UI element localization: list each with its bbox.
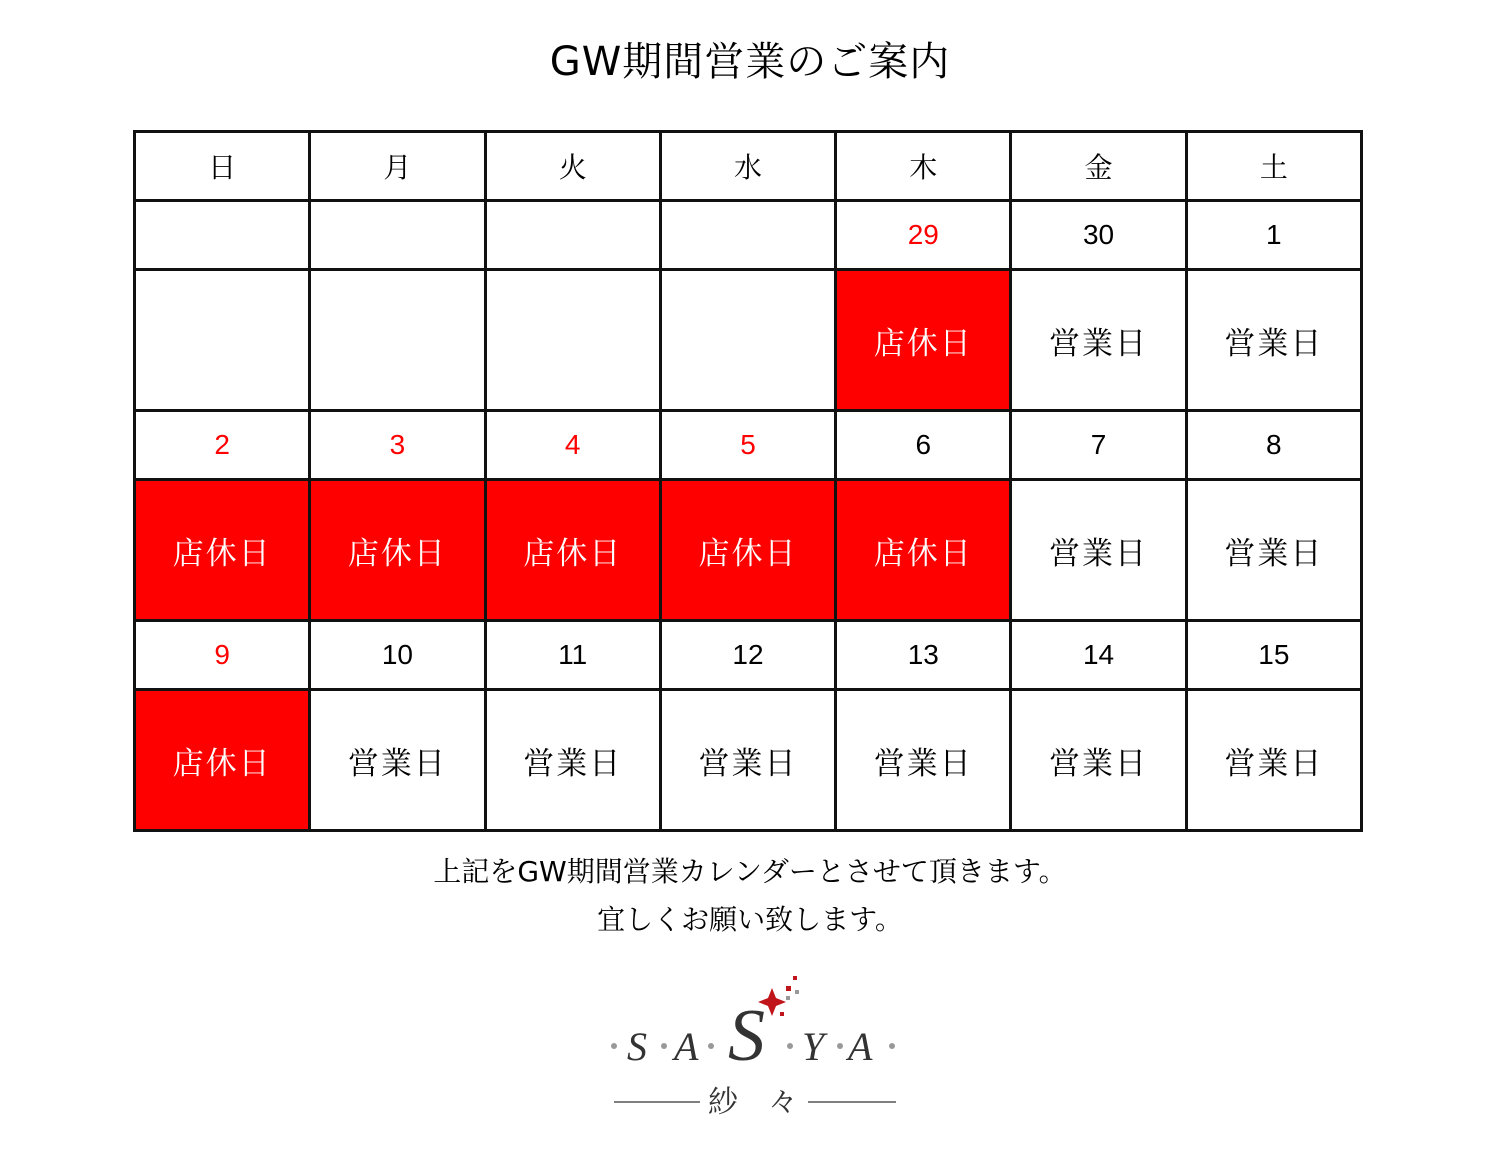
weekday-tue: 火 <box>485 132 660 201</box>
date-cell: 15 <box>1186 621 1361 690</box>
logo-square <box>793 976 797 980</box>
weekday-header-row <box>135 132 1362 201</box>
status-cell-closed: 店休日 <box>836 480 1011 621</box>
status-cell-empty <box>310 270 485 411</box>
status-cell-open: 営業日 <box>310 690 485 831</box>
status-cell-closed: 店休日 <box>310 480 485 621</box>
logo-kanji: 紗 <box>708 1085 738 1118</box>
status-cell-closed: 店休日 <box>836 270 1011 411</box>
weekday-sun: 日 <box>135 132 310 201</box>
status-cell-empty <box>485 270 660 411</box>
logo-dot <box>837 1043 843 1049</box>
date-cell <box>485 201 660 270</box>
date-cell: 10 <box>310 621 485 690</box>
date-cell-holiday: 4 <box>485 411 660 480</box>
logo-dot <box>889 1043 895 1049</box>
date-cell: 13 <box>836 621 1011 690</box>
date-cell: 11 <box>485 621 660 690</box>
weekday-wed: 水 <box>660 132 835 201</box>
date-cell <box>310 201 485 270</box>
week2-date-row <box>135 411 1362 480</box>
sasya-logo <box>600 968 910 1118</box>
page-title: GW期間営業のご案内 <box>549 39 951 85</box>
weekday-fri: 金 <box>1011 132 1186 201</box>
logo-letter: Y <box>802 1024 825 1069</box>
date-cell: 14 <box>1011 621 1186 690</box>
date-cell-holiday: 5 <box>660 411 835 480</box>
status-cell-open: 営業日 <box>1186 690 1361 831</box>
weekday-thu: 木 <box>836 132 1011 201</box>
status-cell-open: 営業日 <box>1186 480 1361 621</box>
date-cell-holiday: 29 <box>836 201 1011 270</box>
week3-status-row <box>135 690 1362 831</box>
status-cell-open: 営業日 <box>836 690 1011 831</box>
week1-date-row <box>135 201 1362 270</box>
gw-calendar <box>133 130 1363 832</box>
logo-kanji: 々 <box>768 1085 798 1118</box>
status-cell-empty <box>135 270 310 411</box>
logo-letter: S <box>627 1024 647 1069</box>
status-cell-empty <box>660 270 835 411</box>
date-cell: 12 <box>660 621 835 690</box>
date-cell-holiday: 9 <box>135 621 310 690</box>
logo-dot <box>611 1043 617 1049</box>
week2-status-row <box>135 480 1362 621</box>
status-cell-closed: 店休日 <box>135 690 310 831</box>
logo-square <box>786 986 791 991</box>
date-cell <box>135 201 310 270</box>
status-cell-open: 営業日 <box>1011 270 1186 411</box>
logo-dot <box>708 1043 714 1049</box>
date-cell: 7 <box>1011 411 1186 480</box>
logo-square <box>780 1012 784 1016</box>
status-cell-open: 営業日 <box>1011 690 1186 831</box>
status-cell-closed: 店休日 <box>660 480 835 621</box>
weekday-mon: 月 <box>310 132 485 201</box>
status-cell-closed: 店休日 <box>135 480 310 621</box>
date-cell: 30 <box>1011 201 1186 270</box>
status-cell-open: 営業日 <box>1011 480 1186 621</box>
date-cell: 1 <box>1186 201 1361 270</box>
week3-date-row <box>135 621 1362 690</box>
status-cell-closed: 店休日 <box>485 480 660 621</box>
date-cell <box>660 201 835 270</box>
date-cell: 6 <box>836 411 1011 480</box>
week1-status-row <box>135 270 1362 411</box>
status-cell-open: 営業日 <box>485 690 660 831</box>
logo-letter-large: S <box>728 995 765 1077</box>
logo-dot <box>661 1043 667 1049</box>
logo-letter: A <box>674 1024 699 1069</box>
logo-square <box>786 996 790 1000</box>
date-cell: 8 <box>1186 411 1361 480</box>
note-line-1: 上記をGW期間営業カレンダーとさせて頂きます。 <box>433 855 1067 888</box>
status-cell-open: 営業日 <box>1186 270 1361 411</box>
status-cell-open: 営業日 <box>660 690 835 831</box>
note-line-2: 宜しくお願い致します。 <box>597 903 903 936</box>
logo-square <box>795 990 799 994</box>
logo-dot <box>787 1043 793 1049</box>
date-cell-holiday: 2 <box>135 411 310 480</box>
logo-letter: A <box>848 1024 873 1069</box>
date-cell-holiday: 3 <box>310 411 485 480</box>
weekday-sat: 土 <box>1186 132 1361 201</box>
